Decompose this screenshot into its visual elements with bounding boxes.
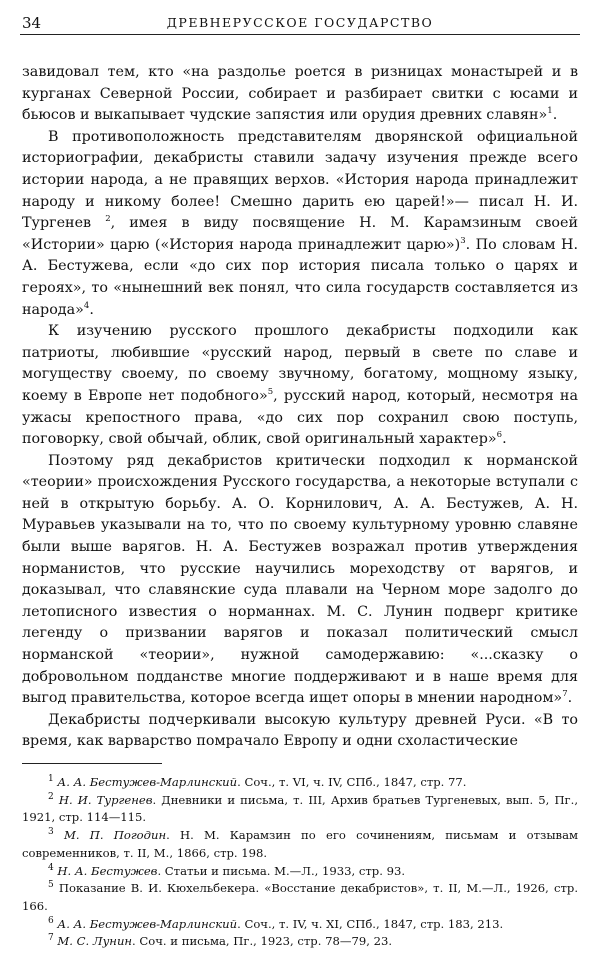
footnote-author: А. А. Бестужев-Марлинский — [57, 775, 238, 789]
footnote-ref: 5 — [267, 387, 274, 398]
footnote-ref: 4 — [83, 300, 90, 311]
footnote-ref: 7 — [562, 689, 568, 700]
footnote-mark: 2 — [48, 791, 54, 802]
footnote — [22, 916, 578, 934]
page-header — [20, 14, 580, 35]
paragraph-text: Поэтому ряд декабристов критически подходил к норманской «теории» происхождения Русского государства, а некоторые вступали с ней в открытую борьбу. А. О. Корнилович, А. А. Бестужев, А. Н. Муравьев указывали на то, что по своему культурному уровню славяне были выше варягов. Н. А. Бестужев возражал против утверждения норманистов, что русские научились мореходству от варягов, и доказывал, что славянские суда плавали на Черном море задолго до летописного известия о норманнах. М. С. Лунин подверг критике легенду о призвании варягов и показал политический смысл норманской «теории», нужной самодержавию: «...сказку о добровольном подданстве многие поддерживают и в наше время для выгод правительства, которое всегда ищет опоры в мнении народном» — [22, 452, 578, 707]
body-paragraph — [22, 321, 578, 451]
footnote — [22, 827, 578, 862]
footnote-ref: 1 — [547, 106, 553, 117]
footnote-text: . Соч. и письма, Пг., 1923, стр. 78—79, 23. — [132, 934, 393, 949]
paragraph-text: . — [502, 431, 507, 448]
footnote-author: М. П. Погодин — [63, 828, 167, 843]
paragraph-text: . — [89, 301, 94, 318]
footnote-author: М. С. Лунин — [57, 934, 133, 949]
body-paragraph — [22, 127, 578, 321]
footnote — [22, 774, 578, 792]
footnote-rule — [22, 763, 162, 764]
paragraph-text: завидовал тем, кто «на раздолье роется в ризницах монастырей и в курганах Северной России, собирает и разбирает свитки с юсами и бьюсов и выкапывает чудские запястия или орудия древних славян» — [22, 64, 578, 124]
footnote-mark: 7 — [48, 933, 54, 944]
footnote-mark: 5 — [48, 880, 54, 891]
body-paragraph — [22, 451, 578, 710]
footnote-author: Н. И. Тургенев — [58, 792, 153, 807]
footnote-text: . Статьи и письма. М.—Л., 1933, стр. 93. — [157, 863, 406, 878]
main-text — [22, 62, 578, 753]
running-head: ДРЕВНЕРУССКОЕ ГОСУДАРСТВО — [166, 15, 434, 30]
footnote-ref: 2 — [105, 214, 111, 225]
footnote-mark: 1 — [48, 774, 54, 785]
paragraph-text: . — [552, 107, 558, 124]
page-number: 34 — [22, 14, 42, 32]
footnote — [22, 880, 578, 915]
footnote-text: . Н. М. Карамзин по его сочинениям, письмам и отзывам современников, т. II, М., 1866, стр. 198. — [22, 828, 579, 860]
body-paragraph — [22, 62, 578, 127]
paragraph-text: В противоположность представителям дворянской официальной историографии, декабристы ставили задачу изучения прежде всего истории народа, а не правящих верхов. «История народа принадлежит народу и никому более! Смешно дарить ею царей!»— писал Н. И. Тургенев — [22, 128, 578, 232]
footnote — [22, 863, 578, 881]
footnote-author: Н. А. Бестужев — [57, 863, 158, 878]
footnote-text: Показание В. И. Кюхельбекера. «Восстание декабристов», т. II, М.—Л., 1926, стр. 166. — [22, 881, 579, 913]
footnote-ref: 6 — [496, 430, 503, 441]
body-paragraph — [22, 710, 578, 753]
footnote — [22, 933, 578, 951]
footnote-text: . Дневники и письма, т. III, Архив братьев Тургеневых, вып. 5, Пг., 1921, стр. 114—115. — [22, 792, 579, 825]
footnote-text: . Соч., т. VI, ч. IV, СПб., 1847, стр. 77. — [237, 775, 467, 789]
paragraph-text: . По словам Н. А. Бестужева, если «до сих пор история писала только о царях и героях», то «нынешний век понял, что сила государств составляется из народа» — [22, 236, 579, 318]
paragraph-text: . — [567, 690, 573, 707]
paragraph-text: , русский народ, который, несмотря на ужасы крепостного права, «до сих пор сохранил свою поступь, поговорку, свой обычай, облик, свой оригинальный характер» — [22, 387, 578, 448]
footnote-text: . Соч., т. IV, ч. XI, СПб., 1847, стр. 183, 213. — [237, 916, 504, 931]
footnote-ref: 3 — [460, 235, 466, 246]
footnote-author: А. А. Бестужев-Марлинский — [57, 916, 238, 931]
paragraph-text: К изучению русского прошлого декабристы подходили как патриоты, любившие «русский народ, первый в свете по славе и могуществу своему, по своему звучному, богатому, мощному языку, коему в Европе нет подобного» — [22, 323, 578, 404]
footnote-mark: 4 — [48, 862, 54, 873]
footnote — [22, 792, 578, 827]
footnote-mark: 3 — [48, 827, 54, 838]
paragraph-text: Декабристы подчеркивали высокую культуру древней Руси. «В то время, как варварство помрачало Европу и одни схоластические — [22, 711, 578, 750]
footnote-mark: 6 — [48, 915, 54, 926]
paragraph-text: , имея в виду посвящение Н. М. Карамзиным своей «Истории» царю («История народа принадлежит царю») — [22, 215, 578, 253]
footnotes — [22, 774, 578, 951]
